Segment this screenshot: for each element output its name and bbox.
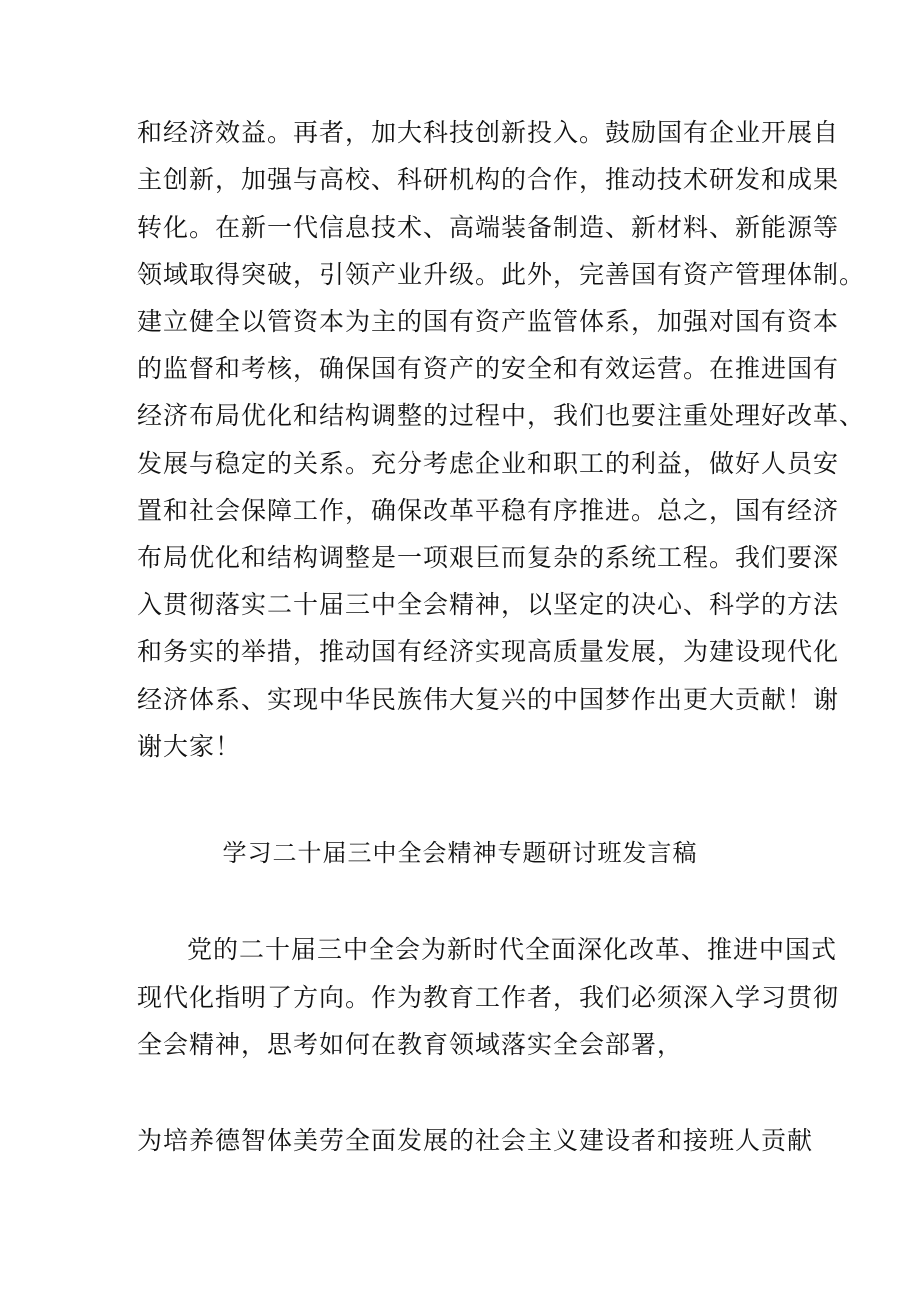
text-line: 全会精神，思考如何在教育领域落实全会部署， (137, 1030, 684, 1059)
text-line: 现代化指明了方向。作为教育工作者，我们必须深入学习贯彻 (137, 983, 840, 1012)
text-line: 经济体系、实现中华民族伟大复兴的中国梦作出更大贡献！谢 (137, 685, 840, 714)
text-line: 党的二十届三中全会为新时代全面深化改革、推进中国式 (187, 935, 838, 964)
text-line: 布局优化和结构调整是一项艰巨而复杂的系统工程。我们要深 (137, 543, 840, 572)
text-line: 建立健全以管资本为主的国有资产监管体系，加强对国有资本 (137, 307, 840, 336)
text-line: 置和社会保障工作，确保改革平稳有序推进。总之，国有经济 (137, 496, 840, 525)
text-line: 的监督和考核，确保国有资产的安全和有效运营。在推进国有 (137, 354, 840, 383)
text-line: 为培养德智体美劳全面发展的社会主义建设者和接班人贡献 (137, 1126, 814, 1155)
text-line: 和经济效益。再者，加大科技创新投入。鼓励国有企业开展自 (137, 118, 840, 147)
text-line: 主创新，加强与高校、科研机构的合作，推动技术研发和成果 (137, 165, 840, 194)
text-line: 入贯彻落实二十届三中全会精神，以坚定的决心、科学的方法 (137, 590, 840, 619)
text-line: 经济布局优化和结构调整的过程中，我们也要注重处理好改革、 (137, 401, 866, 430)
text-line: 领域取得突破，引领产业升级。此外，完善国有资产管理体制。 (137, 260, 866, 289)
text-line: 发展与稳定的关系。充分考虑企业和职工的利益，做好人员安 (137, 449, 840, 478)
section-title: 学习二十届三中全会精神专题研讨班发言稿 (222, 839, 698, 867)
text-line: 转化。在新一代信息技术、高端装备制造、新材料、新能源等 (137, 213, 840, 242)
text-line: 谢大家！ (137, 732, 242, 761)
text-line: 和务实的举措，推动国有经济实现高质量发展，为建设现代化 (137, 637, 840, 666)
